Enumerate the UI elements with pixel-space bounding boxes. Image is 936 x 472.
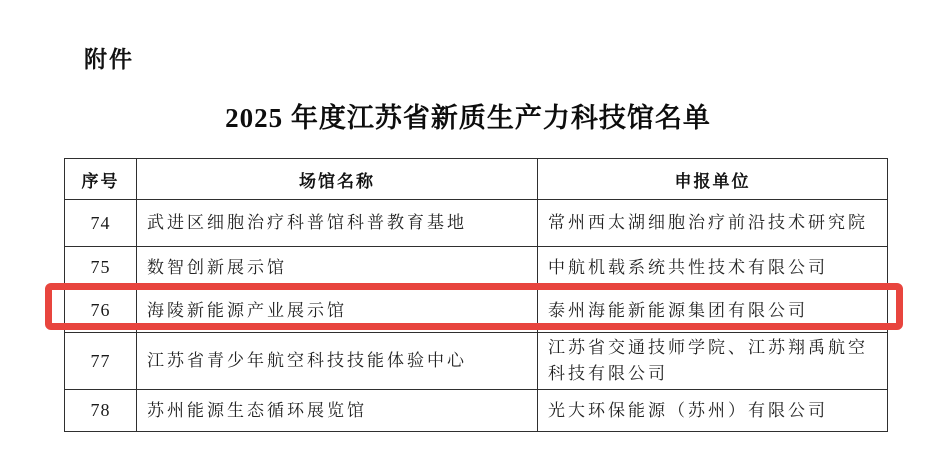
row-venue-name: 武进区细胞治疗科普馆科普教育基地: [137, 200, 538, 247]
row-applicant-unit: 中航机载系统共性技术有限公司: [538, 247, 888, 289]
table-row: [65, 333, 888, 390]
row-applicant-unit: 光大环保能源（苏州）有限公司: [538, 390, 888, 432]
header-venue-name: 场馆名称: [137, 159, 538, 200]
row-serial-number: 76: [65, 289, 137, 333]
header-applicant-unit: 申报单位: [538, 159, 888, 200]
row-venue-name: 海陵新能源产业展示馆: [137, 289, 538, 333]
header-serial-number: 序号: [65, 159, 137, 200]
row-venue-name: 数智创新展示馆: [137, 247, 538, 289]
table-row: [65, 200, 888, 247]
attachment-label: 附件: [84, 46, 134, 72]
venue-table: [64, 158, 888, 432]
row-venue-name: 苏州能源生态循环展览馆: [137, 390, 538, 432]
row-serial-number: 75: [65, 247, 137, 289]
row-serial-number: 78: [65, 390, 137, 432]
page-title: 2025 年度江苏省新质生产力科技馆名单: [225, 103, 711, 133]
row-serial-number: 77: [65, 333, 137, 390]
row-applicant-unit: 江苏省交通技师学院、江苏翔禹航空科技有限公司: [538, 333, 888, 390]
table-header-row: [65, 159, 888, 200]
row-serial-number: 74: [65, 200, 137, 247]
row-venue-name: 江苏省青少年航空科技技能体验中心: [137, 333, 538, 390]
row-applicant-unit: 常州西太湖细胞治疗前沿技术研究院: [538, 200, 888, 247]
table-row: [65, 390, 888, 432]
table-row: [65, 247, 888, 289]
row-applicant-unit: 泰州海能新能源集团有限公司: [538, 289, 888, 333]
table-row-highlighted: [65, 289, 888, 333]
